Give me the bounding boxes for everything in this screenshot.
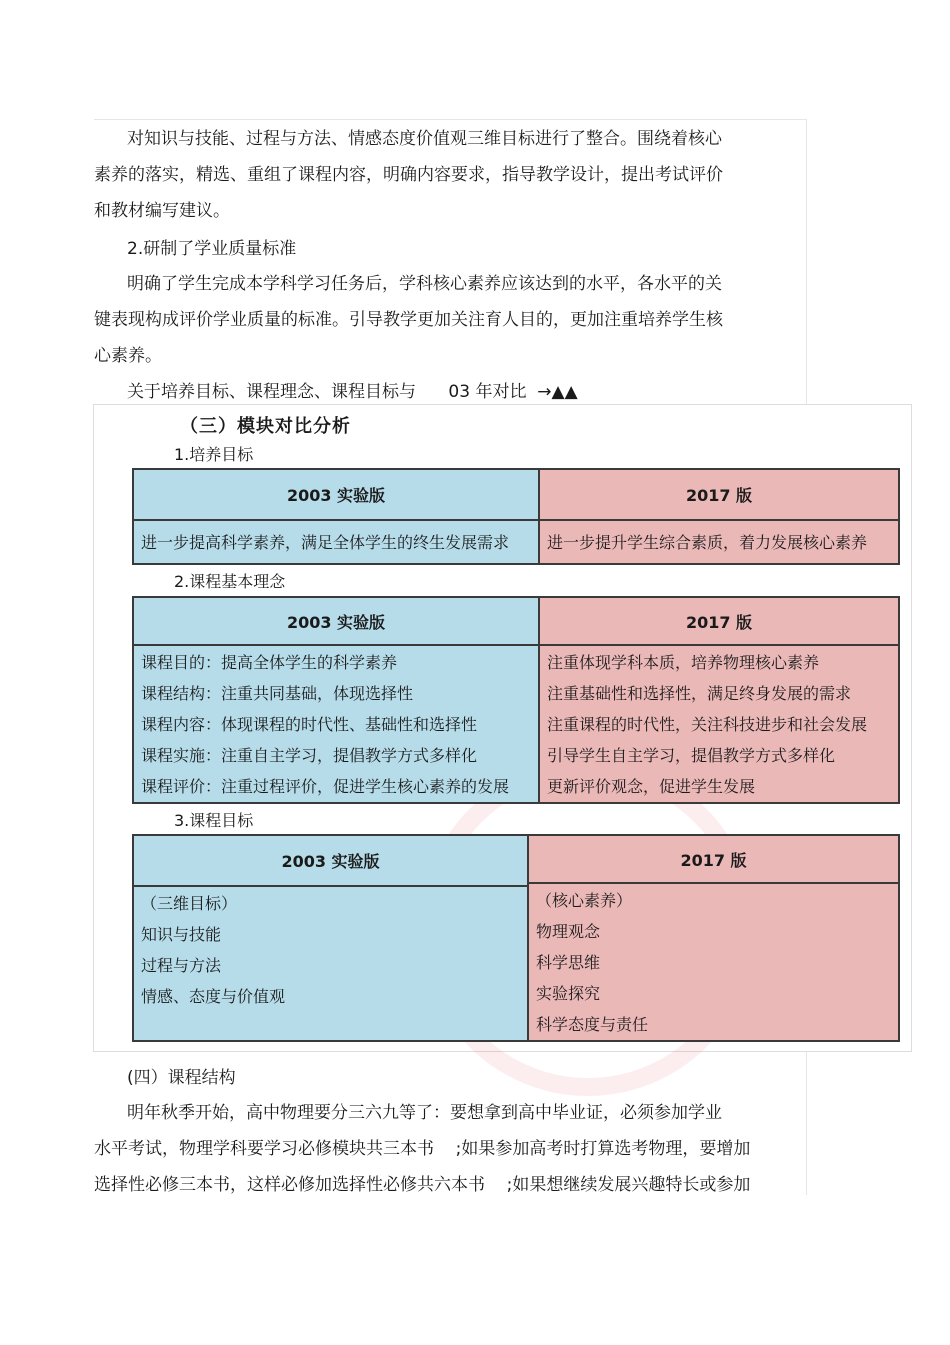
section2-line: 明确了学生完成本学科学习任务后，学科核心素养应该达到的水平，各水平的关 bbox=[127, 274, 722, 294]
table2-right-line: 引导学生自主学习，提倡教学方式多样化 bbox=[547, 746, 836, 765]
table2-right-line: 注重课程的时代性，关注科技进步和社会发展 bbox=[547, 715, 868, 734]
table3-col-2017 bbox=[527, 836, 898, 1040]
section2-line: 心素养。 bbox=[94, 346, 162, 366]
section2-heading-text: 2.研制了学业质量标准 bbox=[127, 239, 297, 259]
table3-right-line: 科学态度与责任 bbox=[536, 1015, 649, 1034]
table2-right-cell bbox=[540, 646, 898, 802]
figure-title: （三）模块对比分析 bbox=[180, 416, 351, 437]
frame-right-line bbox=[806, 119, 807, 404]
table-basic-concepts bbox=[132, 596, 900, 804]
section4-heading-text: (四）课程结构 bbox=[127, 1068, 236, 1088]
section2-paragraph bbox=[94, 266, 794, 374]
table1-col-2003 bbox=[134, 470, 538, 563]
table3-right-line: 实验探究 bbox=[536, 984, 601, 1003]
table-training-goals bbox=[132, 468, 900, 565]
table3-right-line: （核心素养） bbox=[536, 891, 633, 910]
table3-left-line: （三维目标） bbox=[141, 894, 238, 913]
table3-left-line: 过程与方法 bbox=[141, 956, 222, 975]
intro-line: 和教材编写建议。 bbox=[94, 201, 230, 221]
table2-right-line: 注重基础性和选择性，满足终身发展的需求 bbox=[547, 684, 852, 703]
table2-right-line: 注重体现学科本质，培养物理核心素养 bbox=[547, 653, 820, 672]
table3-right-line: 物理观念 bbox=[536, 922, 601, 941]
table-course-goals bbox=[132, 834, 900, 1042]
table2-col-2003 bbox=[134, 598, 538, 802]
table3-right-cell bbox=[529, 884, 898, 1040]
section4-heading bbox=[94, 1060, 794, 1096]
table1-header-2003: 2003 实验版 bbox=[134, 470, 538, 521]
table1-header-2017: 2017 版 bbox=[540, 470, 898, 521]
section4-line: 明年秋季开始，高中物理要分三六九等了：要想拿到高中毕业证，必须参加学业 bbox=[127, 1103, 722, 1123]
table2-right-line: 更新评价观念，促进学生发展 bbox=[547, 777, 756, 796]
table3-left-line: 情感、态度与价值观 bbox=[141, 987, 286, 1006]
figure-sub1: 1.培养目标 bbox=[174, 445, 254, 464]
table2-left-line: 课程目的：提高全体学生的科学素养 bbox=[141, 653, 398, 672]
section2-line: 键表现构成评价学业质量的标准。引导教学更加关注育人目的，更加注重培养学生核 bbox=[94, 310, 723, 330]
figure-sub3: 3.课程目标 bbox=[174, 811, 254, 830]
section4-line: 选择性必修三本书，这样必修加选择性必修共六本书 ;如果想继续发展兴趣特长或参加 bbox=[94, 1175, 751, 1195]
table2-left-line: 课程结构：注重共同基础，体现选择性 bbox=[141, 684, 414, 703]
table1-col-2017 bbox=[538, 470, 898, 563]
table3-left-line: 知识与技能 bbox=[141, 925, 222, 944]
section2-heading bbox=[94, 231, 794, 267]
table2-header-2003: 2003 实验版 bbox=[134, 598, 538, 646]
compare-line-text: 关于培养目标、课程理念、课程目标与 03 年对比 →▲▲ bbox=[127, 382, 578, 402]
table1-right-line: 进一步提升学生综合素质，着力发展核心素养 bbox=[547, 533, 868, 552]
table2-left-line: 课程评价：注重过程评价，促进学生核心素养的发展 bbox=[141, 777, 510, 796]
table2-left-cell bbox=[134, 646, 538, 802]
frame-top-line bbox=[94, 119, 807, 120]
table1-right-cell bbox=[540, 521, 898, 558]
table3-right-line: 科学思维 bbox=[536, 953, 601, 972]
table2-col-2017 bbox=[538, 598, 898, 802]
table2-header-2017: 2017 版 bbox=[540, 598, 898, 646]
table3-col-2003 bbox=[134, 836, 527, 1040]
table2-left-line: 课程内容：体现课程的时代性、基础性和选择性 bbox=[141, 715, 478, 734]
table3-header-2017: 2017 版 bbox=[529, 836, 898, 884]
table1-left-cell bbox=[134, 521, 538, 558]
table3-left-cell bbox=[134, 887, 527, 1012]
intro-paragraph bbox=[94, 121, 794, 229]
table1-left-line: 进一步提高科学素养，满足全体学生的终生发展需求 bbox=[141, 533, 510, 552]
intro-line: 素养的落实，精选、重组了课程内容，明确内容要求，指导教学设计，提出考试评价 bbox=[94, 165, 723, 185]
intro-line: 对知识与技能、过程与方法、情感态度价值观三维目标进行了整合。围绕着核心 bbox=[127, 129, 722, 149]
section4-paragraph bbox=[94, 1095, 806, 1203]
table3-header-2003: 2003 实验版 bbox=[134, 836, 527, 887]
frame-right-line-lower bbox=[806, 1050, 807, 1195]
figure-sub2: 2.课程基本理念 bbox=[174, 572, 286, 591]
table2-left-line: 课程实施：注重自主学习，提倡教学方式多样化 bbox=[141, 746, 478, 765]
section4-line: 水平考试，物理学科要学习必修模块共三本书 ;如果参加高考时打算选考物理，要增加 bbox=[94, 1139, 751, 1159]
